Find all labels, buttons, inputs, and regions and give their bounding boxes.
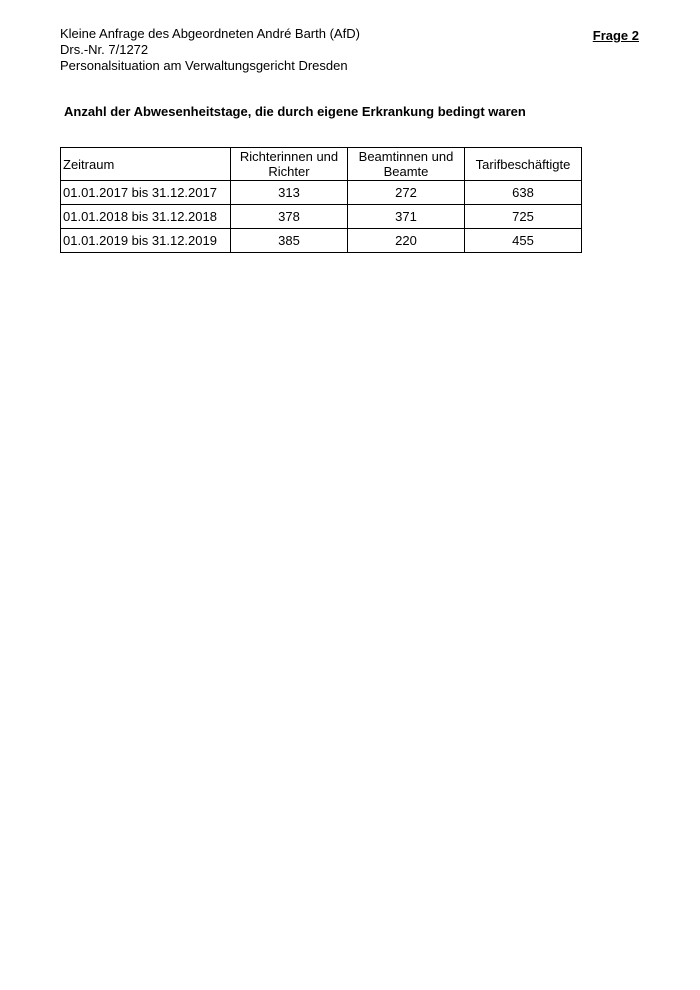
table-row bbox=[61, 229, 582, 253]
cell-employees: 638 bbox=[465, 181, 582, 205]
document-number: Drs.-Nr. 7/1272 bbox=[60, 42, 149, 57]
cell-judges: 385 bbox=[231, 229, 348, 253]
cell-period: 01.01.2017 bis 31.12.2017 bbox=[61, 181, 231, 205]
table-row bbox=[61, 205, 582, 229]
inquiry-subject: Personalsituation am Verwaltungsgericht Dresden bbox=[60, 58, 348, 73]
cell-judges: 378 bbox=[231, 205, 348, 229]
header-period: Zeitraum bbox=[61, 148, 231, 181]
cell-period: 01.01.2018 bis 31.12.2018 bbox=[61, 205, 231, 229]
header-judges: Richterinnen und Richter bbox=[231, 148, 348, 181]
table-header-row bbox=[61, 148, 582, 181]
question-label: Frage 2 bbox=[592, 28, 639, 43]
document-header bbox=[60, 26, 360, 74]
cell-judges: 313 bbox=[231, 181, 348, 205]
absence-days-table bbox=[60, 147, 582, 253]
cell-employees: 455 bbox=[465, 229, 582, 253]
section-heading: Anzahl der Abwesenheitstage, die durch eigene Erkrankung bedingt waren bbox=[64, 104, 526, 119]
cell-officials: 272 bbox=[348, 181, 465, 205]
cell-employees: 725 bbox=[465, 205, 582, 229]
cell-officials: 371 bbox=[348, 205, 465, 229]
table-row bbox=[61, 181, 582, 205]
cell-period: 01.01.2019 bis 31.12.2019 bbox=[61, 229, 231, 253]
header-employees: Tarifbeschäftigte bbox=[465, 148, 582, 181]
cell-officials: 220 bbox=[348, 229, 465, 253]
inquiry-title: Kleine Anfrage des Abgeordneten André Barth (AfD) bbox=[60, 26, 360, 41]
header-officials: Beamtinnen und Beamte bbox=[348, 148, 465, 181]
